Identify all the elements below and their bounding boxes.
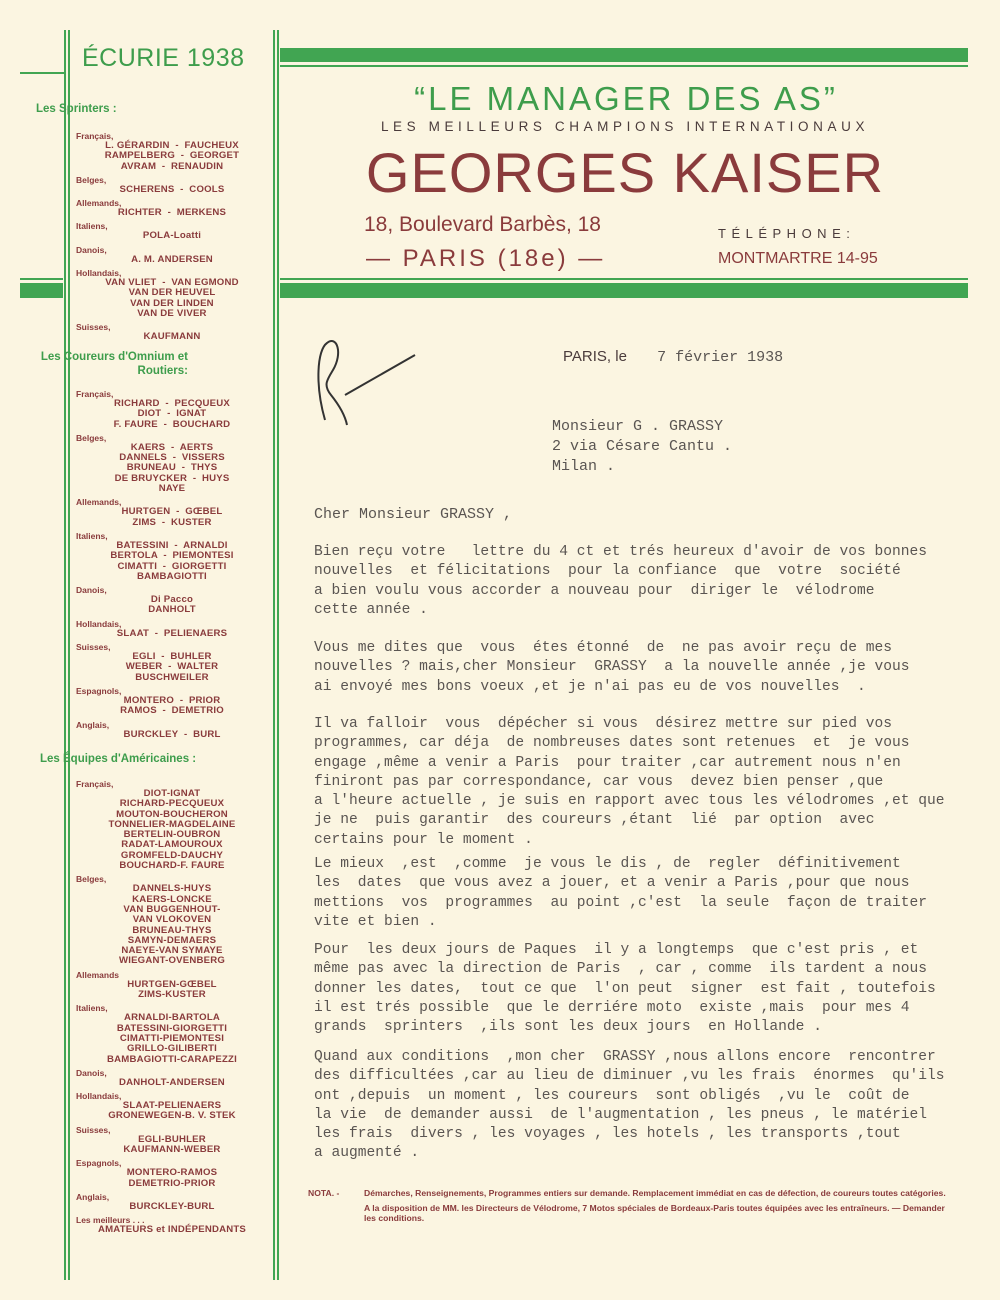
sidebar-divider <box>277 30 279 1280</box>
letter-paragraph <box>314 639 910 697</box>
rider-name: VAN VLOKOVEN <box>132 914 212 926</box>
country-label: Anglais, <box>76 719 110 730</box>
letter-date <box>563 348 783 366</box>
sidebar-section-heading: Les Coureurs d'Omnium et Routiers: <box>40 351 188 377</box>
header-top-rule <box>280 65 968 67</box>
sidebar-bar-stub <box>20 283 63 298</box>
rider-name: POLA-Loatti <box>142 230 202 242</box>
rider-name: CIMATTI - GIORGETTI <box>117 560 227 572</box>
rider-name: MONTERO-RAMOS <box>126 1167 218 1179</box>
country-label: Allemands <box>76 969 119 980</box>
rider-name: L. GÉRARDIN - FAUCHEUX <box>105 140 239 151</box>
letter-line: vite et bien . <box>314 913 437 930</box>
sidebar-section <box>76 128 268 343</box>
rider-name: RICHARD-PECQUEUX <box>119 798 225 810</box>
rider-name: SLAAT - PELIENAERS <box>116 627 228 639</box>
rider-name: BERTOLA - PIEMONTESI <box>110 550 234 562</box>
country-label: Allemands, <box>76 497 122 508</box>
rider-name: A. M. ANDERSEN <box>131 253 213 265</box>
header-top-bar <box>280 48 968 62</box>
date-value: 7 février 1938 <box>657 349 784 366</box>
rider-name: DANHOLT <box>148 604 196 616</box>
country-label: Danois, <box>76 244 107 255</box>
letter-line: ai envoyé mes bons voeux ,et je n'ai pas eu de vos nouvelles . <box>314 678 866 695</box>
rider-name: BATESSINI-GIORGETTI <box>116 1022 228 1034</box>
rider-name: SAMYN-DEMAERS <box>127 934 217 946</box>
country-label: Danois, <box>76 585 107 596</box>
letter-line: Le mieux ,est ,comme je vous le dis , de regler définitivement <box>314 856 901 872</box>
recipient-line: Milan . <box>552 458 616 475</box>
nota-line: Démarches, Renseignements, Programmes entiers sur demande. Remplacement immédiat en cas de défection, de coureurs toutes catégories. <box>364 1188 946 1198</box>
rider-name: BAMBAGIOTTI <box>137 570 207 582</box>
letter-line: ont ,depuis un moment , les coureurs sont obligés ,vu le coût de <box>314 1087 910 1104</box>
letter-line: Vous me dites que vous étes étonné de ne pas avoir reçu de mes <box>314 640 893 656</box>
sidebar-divider <box>273 30 275 1280</box>
rider-name: GRONEWEGEN-B. V. STEK <box>108 1110 236 1122</box>
rider-name: GROMFELD-DAUCHY <box>120 849 224 861</box>
rider-name: BUSCHWEILER <box>135 671 209 683</box>
rider-name: EGLI - BUHLER <box>132 651 212 663</box>
letter-line: Bien reçu votre lettre du 4 ct et trés heureux d'avoir de vos bonnes <box>314 544 928 560</box>
country-label: Anglais, <box>76 1191 110 1202</box>
rider-name: DEMETRIO-PRIOR <box>128 1177 216 1189</box>
letter-line: les dates que vous avez a jouer, et a venir a Paris ,pour que nous <box>314 875 910 892</box>
rider-name: DANHOLT-ANDERSEN <box>119 1076 225 1088</box>
letter-line: a augmenté . <box>314 1145 420 1162</box>
salutation: Cher Monsieur GRASSY , <box>314 506 513 523</box>
country-label: Français, <box>76 131 114 141</box>
recipient-line: 2 via Césare Cantu . <box>552 438 733 455</box>
rider-name: GRILLO-GILIBERTI <box>126 1043 218 1055</box>
letter-line: a l'heure actuelle , je suis en rapport avec tous les vélodromes ,et que <box>314 793 945 810</box>
letter-line: nouvelles et félicitations pour la confiance que votre société <box>314 563 901 580</box>
rider-name: DIOT-IGNAT <box>143 788 201 799</box>
rider-name: BURCKLEY - BURL <box>123 728 221 740</box>
rider-name: KAUFMANN-WEBER <box>123 1144 221 1156</box>
letter-line: a bien voulu vous accorder a nouveau pour diriger le vélodrome <box>314 582 875 599</box>
country-label: Français, <box>76 779 114 789</box>
rider-name: AVRAM - RENAUDIN <box>120 160 224 172</box>
rider-name: RICHARD - PECQUEUX <box>114 398 230 409</box>
letter-line: Pour les deux jours de Paques il y a longtemps que c'est pris , et <box>314 942 919 958</box>
country-label: Italiens, <box>76 1003 108 1014</box>
rider-name: AMATEURS et INDÉPENDANTS <box>97 1224 246 1236</box>
rider-name: ZIMS - KUSTER <box>132 516 212 528</box>
country-label: Hollandais, <box>76 618 122 629</box>
rider-name: SCHERENS - COOLS <box>119 183 225 195</box>
letterhead-subtitle: LES MEILLEURS CHAMPIONS INTERNATIONAUX <box>380 119 870 134</box>
country-label: Italiens, <box>76 530 108 541</box>
letter-line: nouvelles ? mais,cher Monsieur GRASSY a la nouvelle année ,je vous <box>314 659 910 676</box>
header-bottom-bar <box>280 283 968 298</box>
country-label: Espagnols, <box>76 685 122 696</box>
rider-name: VAN DE VIVER <box>137 307 207 319</box>
country-label: Belges, <box>76 432 107 443</box>
sidebar-rule-stub <box>20 278 63 280</box>
letter-line: Il va falloir vous dépécher si vous désirez mettre sur pied vos <box>314 716 893 732</box>
rider-name: ZIMS-KUSTER <box>138 989 206 1001</box>
letter-paragraph <box>314 715 945 850</box>
rider-name: KAUFMANN <box>143 331 201 343</box>
sidebar-section <box>76 776 268 1236</box>
letter-line: engage ,même a venir a Paris pour traiter ,car autrement nous n'en <box>314 754 901 771</box>
letter-line: même pas avec la direction de Paris , car , comme ils tardent a nous <box>314 961 928 978</box>
rider-name: BRUNEAU - THYS <box>126 462 218 474</box>
country-label: Suisses, <box>76 1124 111 1135</box>
letter-paragraph <box>314 1048 945 1164</box>
nota-line: A la disposition de MM. les Directeurs de Vélodrome, 7 Motos spéciales de Bordeaux-Paris toutes équipées avec les entraîneurs. — Demander les conditions. <box>364 1202 945 1223</box>
country-label: Danois, <box>76 1067 107 1078</box>
rider-name: HURTGEN - GŒBEL <box>121 506 223 518</box>
sidebar-section-heading: Les Sprinters : <box>36 103 117 115</box>
country-label: Belges, <box>76 874 107 885</box>
nota-row <box>308 1188 948 1199</box>
letter-line: programmes, car déja de nombreuses dates sont retenues et je vous <box>314 735 910 752</box>
rider-name: NAEYE-VAN SYMAYE <box>121 945 223 957</box>
rider-name: RICHTER - MERKENS <box>117 207 227 219</box>
letter-paragraph <box>314 855 927 932</box>
rider-name: KAERS - AERTS <box>130 441 214 453</box>
rider-name: WEBER - WALTER <box>125 661 219 673</box>
letter-line: certains pour le moment . <box>314 831 533 848</box>
rider-name: BRUNEAU-THYS <box>132 924 212 936</box>
letterhead-motto: “LE MANAGER DES AS” <box>414 80 838 117</box>
country-label: Belges, <box>76 174 107 185</box>
rider-name: ARNALDI-BARTOLA <box>123 1012 221 1024</box>
rider-name: EGLI-BUHLER <box>138 1133 206 1145</box>
letter-line: les frais divers , les voyages , les hotels , les transports ,tout <box>314 1126 901 1143</box>
country-label: Allemands, <box>76 198 122 209</box>
letterhead-name: GEORGES KAISER <box>365 141 885 204</box>
rider-name: DANNELS-HUYS <box>132 883 212 895</box>
letter-paragraph <box>314 941 936 1037</box>
country-label: Espagnols, <box>76 1158 122 1169</box>
handwritten-initial <box>305 325 445 435</box>
sidebar-divider <box>64 30 66 1280</box>
rider-name: BERTELIN-OUBRON <box>123 829 221 841</box>
recipient-line: Monsieur G . GRASSY <box>552 418 724 435</box>
rider-name: TONNELIER-MAGDELAINE <box>108 818 236 830</box>
rider-name: Di Pacco <box>150 594 194 606</box>
letter-line: finiront pas par correspondance, car vous devez bien penser ,que <box>314 773 884 790</box>
rider-name: KAERS-LONCKE <box>132 893 212 905</box>
country-label: Suisses, <box>76 322 111 333</box>
phone-number: MONTMARTRE 14-95 <box>718 250 878 267</box>
rider-name: WIEGANT-OVENBERG <box>118 955 226 967</box>
phone-label: TÉLÉPHONE: <box>718 226 856 241</box>
footer-nota <box>308 1188 948 1224</box>
nota-label: NOTA. - <box>308 1188 340 1198</box>
letter-line: donner les dates, tout ce que l'on peut signer est fait , toutefois <box>314 980 936 997</box>
country-label: Français, <box>76 389 114 399</box>
rider-name: DE BRUYCKER - HUYS <box>114 472 230 484</box>
rider-name: VAN BUGGENHOUT- <box>123 903 221 915</box>
rider-name: RAMPELBERG - GEORGET <box>104 150 240 162</box>
sidebar-title: ÉCURIE 1938 <box>82 44 245 72</box>
recipient-address <box>552 417 732 477</box>
rider-name: BAMBAGIOTTI-CARAPEZZI <box>107 1053 237 1065</box>
letter-line: Quand aux conditions ,mon cher GRASSY ,nous allons encore rencontrer <box>314 1049 936 1065</box>
country-label: Hollandais, <box>76 1091 122 1102</box>
rider-name: RADAT-LAMOUROUX <box>121 839 223 851</box>
header-bottom-rule <box>280 278 968 280</box>
rider-name: SLAAT-PELIENAERS <box>122 1100 222 1112</box>
letter-line: cette année . <box>314 601 428 618</box>
country-label: Suisses, <box>76 642 111 653</box>
rider-name: BOUCHARD-F. FAURE <box>119 860 225 872</box>
place-label: PARIS, le <box>563 348 627 365</box>
letter-line: des difficultées ,car au lieu de diminuer ,vu les frais énormes qu'ils <box>314 1068 945 1085</box>
country-label: Hollandais, <box>76 268 122 279</box>
rider-name: RAMOS - DEMETRIO <box>120 705 224 717</box>
rider-name: BURCKLEY-BURL <box>129 1200 215 1212</box>
rider-name: VAN VLIET - VAN EGMOND <box>105 277 239 289</box>
sidebar-divider <box>68 30 70 1280</box>
rider-name: DANNELS - VISSERS <box>119 452 225 464</box>
letter-line: je ne puis garantir des coureurs ,étant lié par option avec <box>314 812 875 829</box>
letter-line: grands sprinters ,ils sont les deux jours en Hollande . <box>314 1019 822 1036</box>
sidebar-section-heading: Les Équipes d'Américaines : <box>40 753 197 765</box>
country-label: Italiens, <box>76 221 108 232</box>
letterhead-city: — PARIS (18e) — <box>366 245 606 272</box>
sidebar-section <box>76 386 268 740</box>
country-label: Les meilleurs . . . <box>76 1215 145 1226</box>
rider-name: F. FAURE - BOUCHARD <box>113 418 231 430</box>
ecurie-underline <box>20 72 66 74</box>
rider-name: MOUTON-BOUCHERON <box>116 808 228 820</box>
rider-name: MONTERO - PRIOR <box>123 694 221 706</box>
letter-line: il est trés possible que le derriére moto existe ,mais pour mes 4 <box>314 999 910 1016</box>
rider-name: VAN DER LINDEN <box>130 297 214 309</box>
rider-name: BATESSINI - ARNALDI <box>116 539 228 551</box>
letter-line: mettions vos programmes au point ,c'est la seule façon de traiter <box>314 894 928 911</box>
letter-line: la vie de demander aussi de l'augmentation , les pneus , le matériel <box>314 1106 928 1123</box>
rider-name: NAYE <box>158 483 186 495</box>
rider-name: DIOT - IGNAT <box>137 408 207 420</box>
letterhead-address: 18, Boulevard Barbès, 18 <box>364 213 601 236</box>
rider-name: CIMATTI-PIEMONTESI <box>119 1032 225 1044</box>
rider-name: VAN DER HEUVEL <box>128 287 216 299</box>
rider-name: HURTGEN-GŒBEL <box>127 978 217 990</box>
letter-paragraph <box>314 543 927 620</box>
